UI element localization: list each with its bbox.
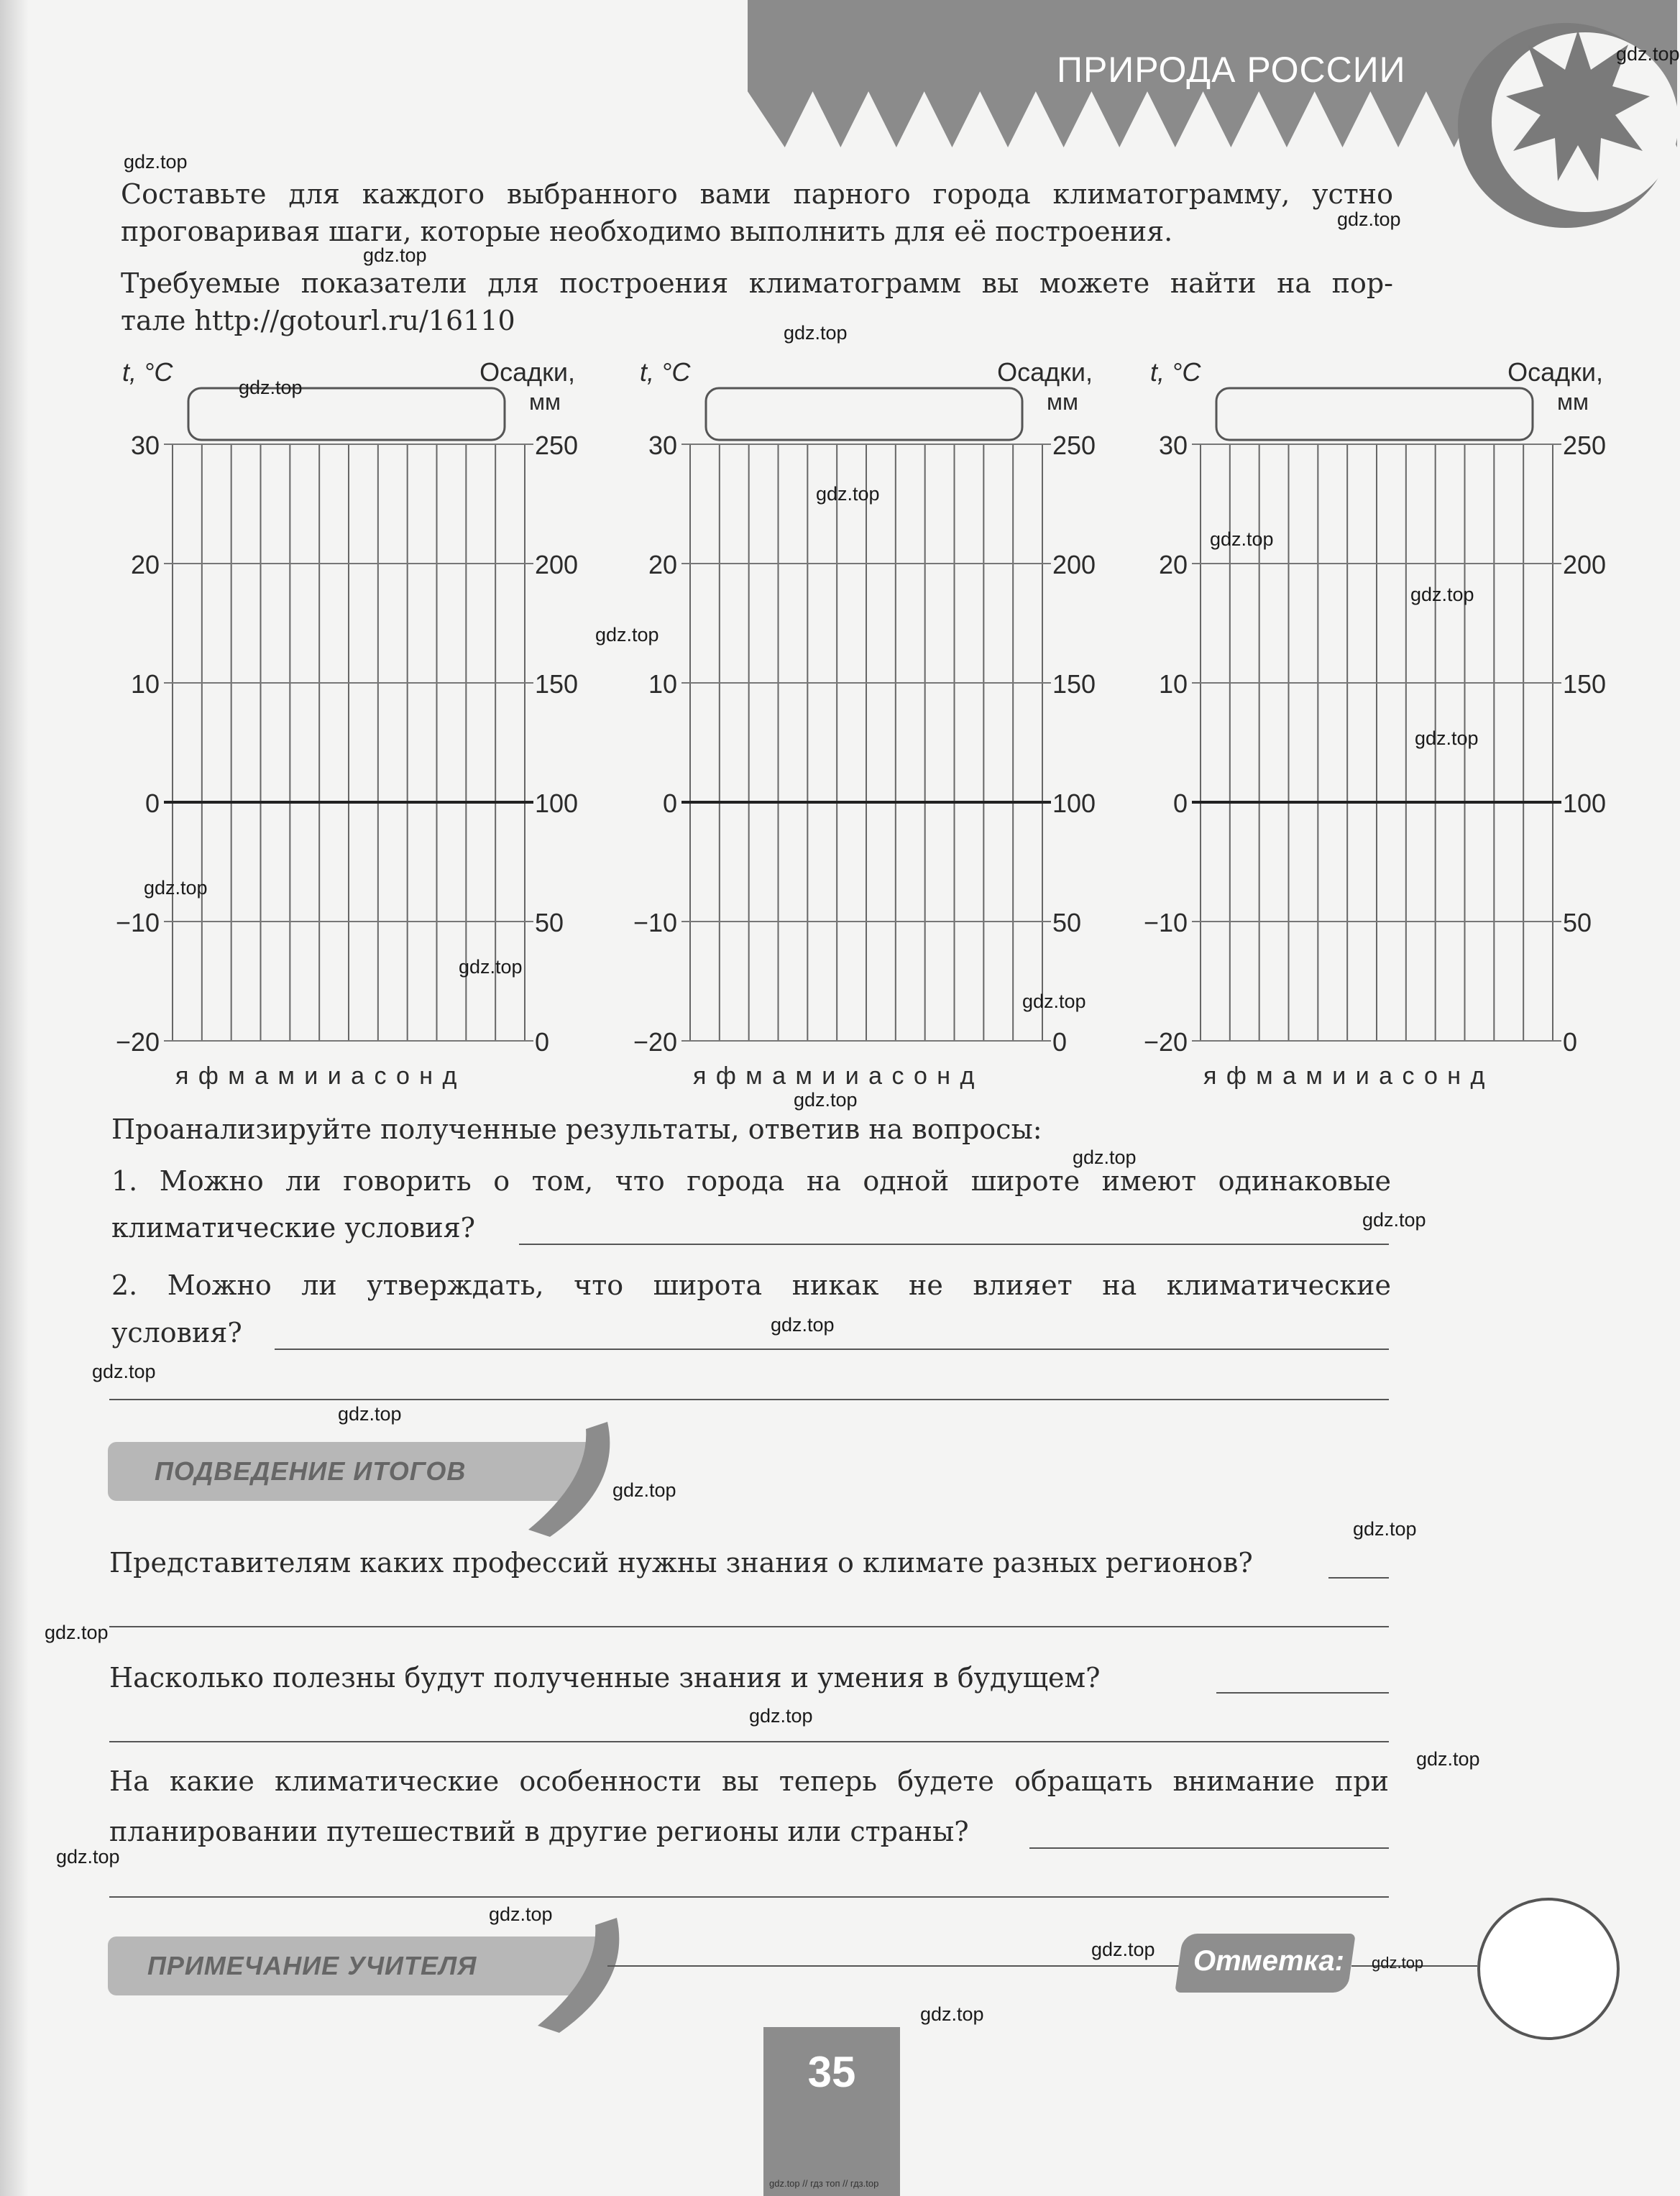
watermark: gdz.top: [749, 1705, 813, 1727]
temperature-axis-title: t, °C: [1150, 357, 1201, 387]
left-tick-label: 30: [1158, 431, 1188, 460]
watermark: gdz.top: [1362, 1209, 1426, 1231]
right-tick-label: 200: [535, 550, 579, 579]
precipitation-axis-title: Осадки,: [479, 357, 575, 387]
intro-line-4-link[interactable]: тале http://gotourl.ru/16110: [121, 305, 515, 336]
watermark: gdz.top: [816, 483, 880, 505]
months-axis-labels: я ф м а м и и а с о н д: [175, 1062, 459, 1090]
watermark: gdz.top: [45, 1622, 109, 1643]
right-tick-label: 50: [1052, 908, 1082, 937]
months-axis-labels: я ф м а м и и а с о н д: [1203, 1062, 1487, 1090]
left-tick-label: −10: [633, 908, 677, 937]
watermark: gdz.top: [1372, 1954, 1424, 1972]
summary-section-label: ПОДВЕДЕНИЕ ИТОГОВ: [155, 1456, 467, 1486]
left-tick-label: −20: [633, 1027, 677, 1057]
watermark: gdz.top: [1410, 584, 1474, 605]
right-tick-label: 250: [1563, 431, 1607, 460]
right-tick-label: 0: [1563, 1027, 1578, 1057]
left-tick-label: 10: [648, 669, 677, 699]
right-tick-label: 100: [1052, 789, 1096, 818]
page-edge-shadow: [0, 0, 29, 2196]
city-name-box[interactable]: [706, 388, 1022, 440]
question-2-line-1: 2. Можно ли утверждать, что широта никак не влияет на климатические: [111, 1269, 1391, 1301]
right-tick-label: 200: [1052, 550, 1096, 579]
watermark: gdz.top: [92, 1361, 156, 1382]
left-tick-label: 20: [1158, 550, 1188, 579]
watermark: gdz.top: [338, 1403, 402, 1425]
summary-question-3-line-1: На какие климатические особенности вы теперь будете обращать внимание при: [109, 1765, 1389, 1797]
right-tick-label: 100: [535, 789, 579, 818]
intro-line-1: Составьте для каждого выбранного вами парного города климатограмму, устно: [121, 178, 1393, 210]
right-tick-label: 150: [535, 669, 579, 699]
climatogram-1: [116, 357, 578, 1090]
right-tick-label: 150: [1563, 669, 1607, 699]
teacher-note-line[interactable]: [607, 1965, 1179, 1967]
watermark: gdz.top: [1416, 1748, 1480, 1770]
climatogram-2: [633, 357, 1096, 1090]
watermark: gdz.top: [144, 877, 208, 899]
watermark: gdz.top: [459, 956, 523, 978]
intro-line-3: Требуемые показатели для построения климатограмм вы можете найти на пор-: [121, 267, 1393, 299]
watermark: gdz.top: [1616, 43, 1680, 65]
banner-title: ПРИРОДА РОССИИ: [1057, 50, 1406, 90]
left-tick-label: 0: [662, 789, 677, 818]
watermark: gdz.top: [784, 322, 848, 344]
watermark: gdz.top: [1210, 528, 1274, 550]
left-tick-label: 20: [648, 550, 677, 579]
left-tick-label: 10: [1158, 669, 1188, 699]
intro-line-2: проговаривая шаги, которые необходимо выполнить для её построения.: [121, 216, 1173, 247]
answer-line-s3[interactable]: [1029, 1847, 1389, 1849]
watermark: gdz.top: [239, 377, 303, 398]
city-name-box[interactable]: [1216, 388, 1533, 440]
watermark: gdz.top: [1022, 991, 1086, 1012]
left-tick-label: 0: [144, 789, 160, 818]
months-axis-labels: я ф м а м и и а с о н д: [693, 1062, 976, 1090]
watermark: gdz.top: [612, 1479, 676, 1501]
watermark: gdz.top: [1337, 208, 1401, 230]
left-tick-label: 30: [648, 431, 677, 460]
answer-line-s2-extra[interactable]: [109, 1741, 1389, 1742]
city-name-box[interactable]: [188, 388, 505, 440]
left-tick-label: −10: [115, 908, 160, 937]
left-tick-label: 20: [130, 550, 160, 579]
watermark: gdz.top: [489, 1903, 553, 1925]
precipitation-axis-title: Осадки,: [1507, 357, 1603, 387]
watermark: gdz.top: [1353, 1518, 1417, 1540]
right-tick-label: 250: [535, 431, 579, 460]
left-tick-label: −20: [115, 1027, 160, 1057]
watermark: gdz.top: [771, 1314, 835, 1336]
right-tick-label: 200: [1563, 550, 1607, 579]
right-tick-label: 100: [1563, 789, 1607, 818]
answer-line-s1-extra[interactable]: [109, 1626, 1389, 1627]
left-tick-label: −10: [1143, 908, 1188, 937]
right-tick-label: 250: [1052, 431, 1096, 460]
teacher-section-label: ПРИМЕЧАНИЕ УЧИТЕЛЯ: [147, 1951, 477, 1980]
left-tick-label: 30: [130, 431, 160, 460]
right-tick-label: 0: [535, 1027, 550, 1057]
summary-question-1: Представителям каких профессий нужны знания о климате разных регионов?: [109, 1547, 1253, 1579]
watermark: gdz.top: [1073, 1147, 1137, 1168]
question-2-line-2: условия?: [111, 1317, 242, 1349]
watermark: gdz.top: [595, 624, 659, 646]
answer-line-q2-extra[interactable]: [109, 1399, 1389, 1400]
questions-heading: Проанализируйте полученные результаты, ответив на вопросы:: [111, 1113, 1042, 1145]
question-1-line-1: 1. Можно ли говорить о том, что города на одной широте имеют одинаковые: [111, 1165, 1391, 1197]
watermark: gdz.top: [794, 1089, 858, 1111]
left-tick-label: 0: [1172, 789, 1188, 818]
left-tick-label: −20: [1143, 1027, 1188, 1057]
precipitation-axis-unit: мм: [529, 389, 561, 415]
left-tick-label: 10: [130, 669, 160, 699]
watermark: gdz.top: [1091, 1939, 1155, 1960]
answer-line-s1[interactable]: [1328, 1577, 1389, 1579]
swoosh-decoration-icon: [521, 1422, 622, 1537]
right-tick-label: 50: [1563, 908, 1592, 937]
answer-line-q2[interactable]: [275, 1349, 1389, 1350]
precipitation-axis-unit: мм: [1047, 389, 1078, 415]
swoosh-decoration-icon: [531, 1918, 631, 2033]
summary-question-3-line-2: планировании путешествий в другие регионы или страны?: [109, 1816, 969, 1847]
watermark: gdz.top: [1415, 727, 1479, 749]
grade-label: Отметка:: [1193, 1945, 1344, 1977]
answer-line-q1[interactable]: [519, 1244, 1389, 1245]
footer-note: gdz.top // гдз топ // гдз.top: [769, 2178, 879, 2189]
watermark: gdz.top: [124, 151, 188, 173]
climatograms-area: [101, 345, 1607, 1093]
summary-question-2: Насколько полезны будут полученные знания и умения в будущем?: [109, 1662, 1101, 1694]
right-tick-label: 50: [535, 908, 564, 937]
temperature-axis-title: t, °C: [122, 357, 173, 387]
grade-circle[interactable]: [1477, 1898, 1620, 2040]
right-tick-label: 150: [1052, 669, 1096, 699]
page-number: 35: [807, 2048, 856, 2096]
temperature-axis-title: t, °C: [640, 357, 691, 387]
watermark: gdz.top: [920, 2003, 984, 2025]
question-1-line-2: климатические условия?: [111, 1212, 476, 1244]
watermark: gdz.top: [56, 1846, 120, 1867]
precipitation-axis-unit: мм: [1557, 389, 1589, 415]
watermark: gdz.top: [363, 244, 427, 266]
climatogram-3: [1144, 357, 1606, 1090]
right-tick-label: 0: [1052, 1027, 1068, 1057]
answer-line-s2[interactable]: [1216, 1692, 1389, 1694]
precipitation-axis-title: Осадки,: [997, 357, 1093, 387]
answer-line-s3-extra[interactable]: [109, 1896, 1389, 1898]
